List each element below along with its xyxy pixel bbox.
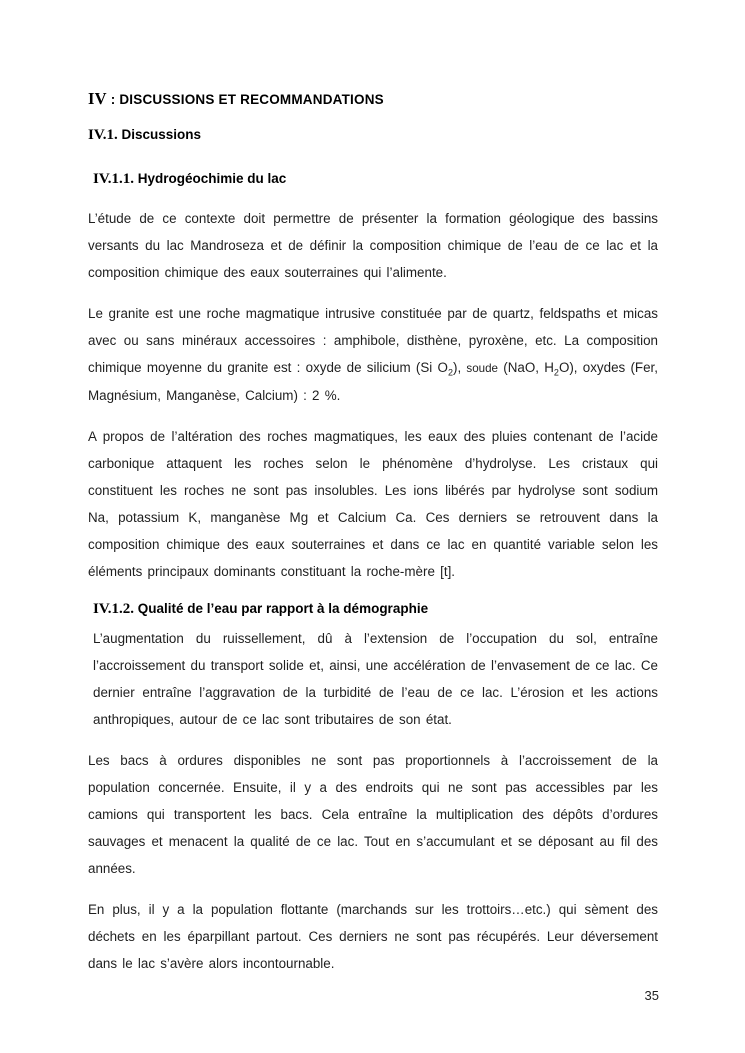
subsection-heading-hydrogeochimie [93,169,658,189]
chapter-title [88,88,658,111]
subsection-numeral-2: IV.1.2. [93,601,134,617]
granite-text-soude: soude [466,362,499,375]
chapter-numeral: IV [88,89,107,108]
granite-text-3: (NaO, H [498,360,554,375]
granite-text-2: ), [452,360,467,375]
subsection-heading-text-2: Qualité de l’eau par rapport à la démographie [134,601,429,616]
granite-text-1: Le granite est une roche magmatique intrusive constituée par de quartz, feldspaths et micas avec ou sans minéraux accessoires : amphibole, disthène, pyroxène, etc. La composition chimique moyenne du granite est : oxyde de silicium (Si O [88,306,658,375]
paragraph-granite [88,300,658,409]
subsection-heading-qualite-eau [93,599,658,619]
section-heading-text: Discussions [117,127,202,142]
page-number: 35 [644,988,659,1003]
paragraph-etude: L’étude de ce contexte doit permettre de présenter la formation géologique des bassins versants du lac Mandroseza et de définir la composition chimique de l’eau de ce lac et la composition chimique des eaux souterraines qui l’alimente. [88,211,658,280]
subscript-o2: 2 [447,367,453,378]
section-heading-discussions [88,125,658,145]
paragraph-alteration: A propos de l’altération des roches magmatiques, les eaux des pluies contenant de l’acide carbonique attaquent les roches selon le phénomène d’hydrolyse. Les cristaux qui constituent les roches ne sont pas insolubles. Les ions libérés par hydrolyse sont sodium Na, potassium K, manganèse Mg et Calcium Ca. Ces derniers se retrouvent dans la composition chimique des eaux souterraines et dans ce lac en quantité variable selon les éléments principaux dominants constituant la roche-mère [t]. [88,429,658,579]
subsection-numeral: IV.1.1. [93,171,134,187]
chapter-title-text: : DISCUSSIONS ET RECOMMANDATIONS [106,92,384,107]
paragraph-augmentation: L’augmentation du ruissellement, dû à l’extension de l’occupation du sol, entraîne l’accroissement du transport solide et, ainsi, une accélération de l’envasement de ce lac. Ce dernier entraîne l’aggravation de la turbidité de l’eau de ce lac. L’érosion et les actions anthropiques, autour de ce lac sont tributaires de son état. [93,631,658,727]
subscript-h2o: 2 [553,367,559,378]
granite-text-4: O), oxydes (Fer, Magnésium, Manganèse, Calcium) : 2 %. [88,360,658,403]
subsection-heading-text: Hydrogéochimie du lac [134,171,287,186]
paragraph-population-flottante: En plus, il y a la population flottante (marchands sur les trottoirs…etc.) qui sèment des déchets en les éparpillant partout. Ces derniers ne sont pas récupérés. Leur déversement dans le lac s’avère alors incontournable. [88,902,658,971]
paragraph-bacs-ordures: Les bacs à ordures disponibles ne sont pas proportionnels à l’accroissement de la population concernée. Ensuite, il y a des endroits qui ne sont pas accessibles par les camions qui transportent les bacs. Cela entraîne la multiplication des dépôts d’ordures sauvages et menacent la qualité de ce lac. Tout en s’accumulant et se déposant au fil des années. [88,753,658,876]
section-numeral: IV.1. [88,127,118,143]
